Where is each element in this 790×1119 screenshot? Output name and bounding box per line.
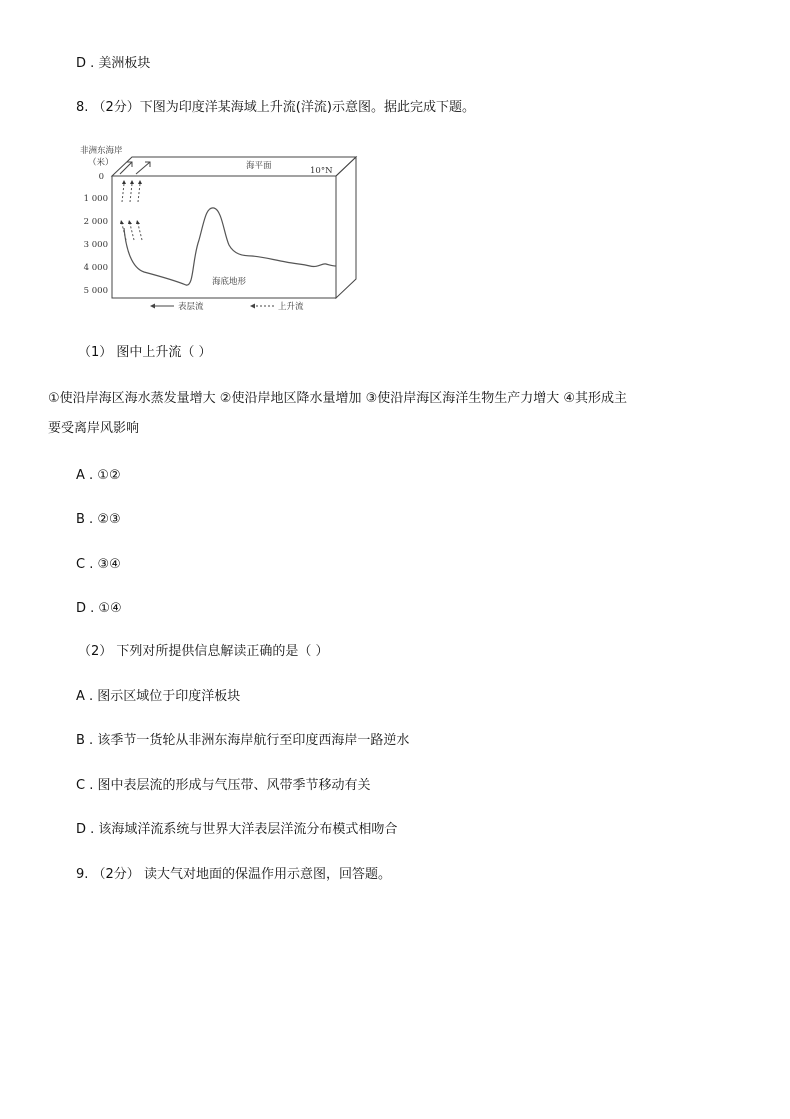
q8-sub2-option-a[interactable]: A . 图示区域位于印度洋板块 xyxy=(76,689,241,704)
seafloor-profile xyxy=(124,208,336,285)
q8-sub1-statements-line2: 要受离岸风影响 xyxy=(48,421,140,436)
sea-surface-label: 海平面 xyxy=(246,161,272,171)
legend-surface-label: 表层流 xyxy=(178,302,204,312)
q8-sub1-option-c[interactable]: C . ③④ xyxy=(76,557,121,572)
y-axis-unit: （米） xyxy=(88,158,114,168)
q8-sub1-option-d[interactable]: D . ①④ xyxy=(76,601,122,616)
upwelling-arrows xyxy=(122,184,142,240)
y-tick-3000: 3 000 xyxy=(83,240,108,250)
upwelling-diagram xyxy=(74,140,374,315)
q8-sub1-statements-line1: ①使沿岸海区海水蒸发量增大 ②使沿岸地区降水量增加 ③使沿岸海区海洋生物生产力增大 ④其形成主 xyxy=(48,391,628,406)
upwelling-arrowheads xyxy=(120,180,142,224)
q8-sub1-stem: （1） 图中上升流（ ） xyxy=(78,345,212,360)
legend-upwelling-head xyxy=(250,304,255,309)
latitude-label: 10°N xyxy=(310,166,333,176)
q8-sub2-option-c[interactable]: C . 图中表层流的形成与气压带、风带季节移动有关 xyxy=(76,778,371,793)
y-tick-0: 0 xyxy=(98,172,104,182)
legend-upwelling-label: 上升流 xyxy=(278,302,304,312)
y-tick-4000: 4 000 xyxy=(83,263,108,273)
prev-option-d: D . 美洲板块 xyxy=(76,56,151,71)
q8-sub2-option-d[interactable]: D . 该海域洋流系统与世界大洋表层洋流分布模式相吻合 xyxy=(76,822,398,837)
q8-sub1-option-a[interactable]: A . ①② xyxy=(76,468,121,483)
q8-sub1-option-b[interactable]: B . ②③ xyxy=(76,512,121,527)
surface-arrow-1 xyxy=(120,162,132,174)
legend-surface-head xyxy=(150,304,155,309)
q8-stem: 8. （2分）下图为印度洋某海域上升流(洋流)示意图。据此完成下题。 xyxy=(76,100,475,115)
y-tick-2000: 2 000 xyxy=(83,217,108,227)
surface-arrow-2 xyxy=(136,162,150,174)
y-tick-1000: 1 000 xyxy=(83,194,108,204)
y-axis-title: 非洲东海岸 xyxy=(80,146,123,156)
q8-sub2-stem: （2） 下列对所提供信息解读正确的是（ ） xyxy=(78,644,329,659)
y-tick-5000: 5 000 xyxy=(83,286,108,296)
q8-sub2-option-b[interactable]: B . 该季节一货轮从非洲东海岸航行至印度西海岸一路逆水 xyxy=(76,733,410,748)
box-side xyxy=(336,157,356,298)
seafloor-label: 海底地形 xyxy=(212,277,247,287)
q9-stem: 9. （2分） 读大气对地面的保温作用示意图，回答题。 xyxy=(76,867,391,882)
